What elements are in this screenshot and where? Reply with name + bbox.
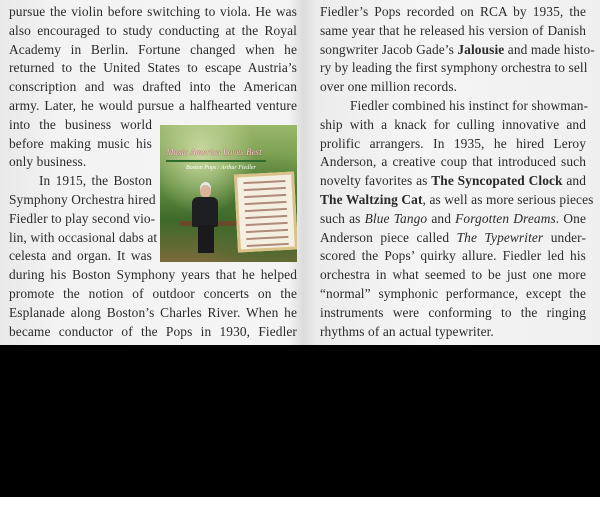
text-run: scored the Pops’ quirky allure. Fiedler led his bbox=[320, 248, 586, 264]
bold-title: The Waltzing Cat bbox=[320, 191, 423, 207]
text-line bbox=[320, 266, 586, 285]
text-line bbox=[320, 191, 594, 210]
text-line bbox=[320, 78, 586, 97]
text-line bbox=[9, 41, 297, 60]
text-line bbox=[9, 78, 297, 97]
text-line bbox=[320, 22, 586, 41]
text-line bbox=[320, 285, 586, 304]
text-line bbox=[9, 172, 152, 191]
text-run: became conductor of the Pops in 1930, Fiedler bbox=[9, 323, 297, 339]
text-line bbox=[320, 59, 586, 78]
text-line bbox=[9, 247, 152, 266]
text-line bbox=[9, 210, 156, 229]
text-run: conscription and was drafted into the American bbox=[9, 79, 297, 95]
text-line bbox=[9, 285, 297, 304]
text-run: , as well as more serious pieces bbox=[422, 191, 594, 207]
text-line bbox=[320, 3, 586, 22]
text-run: Esplanade along Boston’s Charles River. When he bbox=[9, 304, 297, 320]
text-run: novelty favorites as bbox=[320, 173, 432, 189]
text-line bbox=[9, 191, 156, 210]
text-run: Symphony Orchestra hired bbox=[9, 191, 156, 207]
text-line bbox=[9, 22, 297, 41]
text-run: instruments were conforming to the ringing bbox=[320, 304, 586, 320]
text-run: army. Later, he would pursue a halfhearted venture bbox=[9, 97, 297, 113]
text-line bbox=[320, 247, 586, 266]
text-run: Anderson piece called bbox=[320, 229, 457, 245]
text-run: into the business world bbox=[9, 116, 152, 132]
scan-specks-right bbox=[552, 485, 592, 488]
text-run: Anderson, a creative coup that introduced such bbox=[320, 154, 586, 170]
text-run: orchestra in what seemed to be just one more bbox=[320, 267, 586, 283]
black-scan-area bbox=[0, 345, 600, 497]
text-run: prolific arrangers. In 1935, he hired Leroy bbox=[320, 135, 586, 151]
text-run: Fiedler’s Pops recorded on RCA by 1935, the bbox=[320, 4, 586, 19]
text-line bbox=[9, 135, 152, 154]
text-run: lin, with occasional dabs at bbox=[9, 229, 158, 245]
bold-title: Jalousie bbox=[457, 41, 505, 57]
text-run: Fiedler combined his instinct for showman- bbox=[350, 97, 589, 113]
text-line bbox=[9, 304, 297, 323]
text-run: also encouraged to study conducting at the Royal bbox=[9, 22, 297, 38]
text-line bbox=[320, 172, 586, 191]
text-run: ship with a knack for culling innovative and bbox=[320, 116, 586, 132]
text-run: In 1915, the Boston bbox=[39, 173, 152, 189]
text-run: songwriter Jacob Gade’s bbox=[320, 41, 458, 57]
italic-title: Forgotten Dreams bbox=[455, 210, 556, 226]
text-run: celesta and organ. It was bbox=[9, 248, 152, 264]
text-line bbox=[9, 229, 158, 248]
text-run: Academy in Berlin. Fortune changed when he bbox=[9, 41, 297, 57]
text-run: same year that he released his version of Danish bbox=[320, 22, 586, 38]
text-line bbox=[320, 323, 586, 342]
scan-specks-left bbox=[0, 492, 18, 495]
text-run: Fiedler to play second vio- bbox=[9, 210, 156, 226]
text-line bbox=[9, 3, 297, 22]
text-run: rhythms of an actual typewriter. bbox=[320, 323, 494, 339]
conductor-body bbox=[192, 197, 218, 227]
text-line bbox=[320, 116, 586, 135]
text-run: returned to the United States to escape Austria’s bbox=[9, 60, 297, 76]
text-run: ry by leading the first symphony orchestra to sell bbox=[320, 60, 588, 76]
conductor-legs bbox=[198, 225, 214, 253]
text-line bbox=[320, 229, 586, 248]
text-line bbox=[320, 304, 586, 323]
text-run: . One bbox=[555, 210, 586, 226]
text-line bbox=[9, 116, 152, 135]
text-run: only business. bbox=[9, 154, 87, 170]
text-run: “normal” symphonic performance, except the bbox=[320, 285, 586, 301]
text-line bbox=[9, 153, 152, 172]
text-run: over one million records. bbox=[320, 79, 458, 95]
album-cover-subtitle: Boston Pops / Arthur Fiedler bbox=[186, 165, 256, 171]
italic-title: Blue Tango bbox=[364, 210, 428, 226]
text-line bbox=[320, 97, 589, 116]
bold-title: The Syncopated Clock bbox=[431, 173, 563, 189]
album-cover-title: Music America Loves Best bbox=[166, 147, 262, 157]
text-line bbox=[320, 41, 595, 60]
text-line bbox=[320, 210, 586, 229]
text-run: such as bbox=[320, 210, 365, 226]
text-line bbox=[320, 135, 586, 154]
album-cover-rule bbox=[166, 160, 266, 162]
text-line bbox=[9, 323, 297, 342]
text-run: and bbox=[562, 173, 586, 189]
album-cover-image bbox=[160, 125, 297, 262]
text-run: under- bbox=[543, 229, 587, 245]
text-line bbox=[9, 266, 297, 285]
text-line bbox=[9, 97, 297, 116]
text-run: pursue the violin before switching to viola. He was bbox=[9, 4, 297, 19]
text-run: during his Boston Symphony years that he helped bbox=[9, 267, 297, 283]
text-run: and made histo- bbox=[504, 41, 595, 57]
text-line bbox=[320, 153, 586, 172]
track-list-placard bbox=[234, 171, 297, 252]
text-run: before making music his bbox=[9, 135, 152, 151]
text-run: and bbox=[427, 210, 456, 226]
text-line bbox=[9, 59, 297, 78]
right-column-text bbox=[320, 3, 595, 341]
text-run: promote the notion of outdoor concerts on the bbox=[9, 285, 297, 301]
italic-title: The Typewriter bbox=[456, 229, 544, 245]
